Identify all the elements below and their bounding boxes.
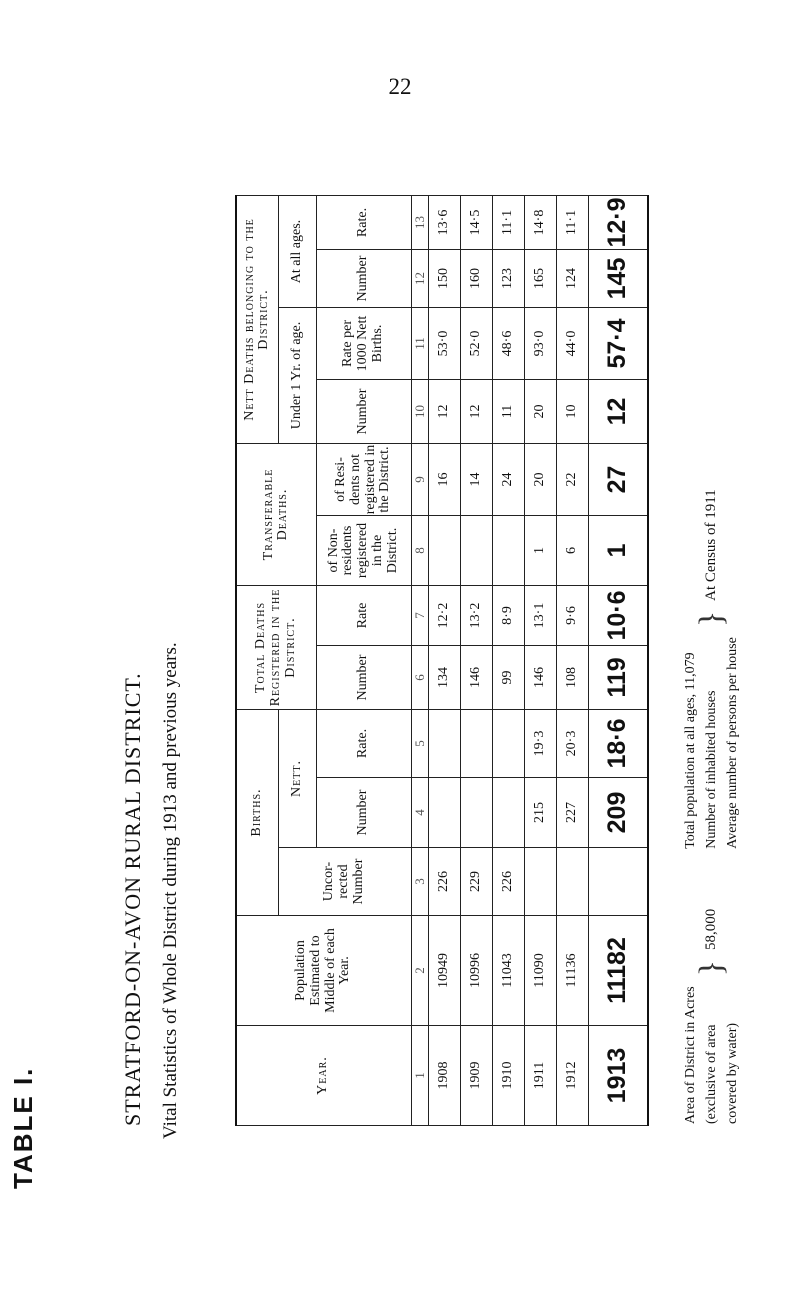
cell-all-number: 165 [524,250,556,308]
header-infant-number: Number [316,380,411,444]
cell-nett-rate: 20·3 [556,710,588,778]
population-line: Total population at all ages, 11,079 [683,652,698,849]
col-number: 7 [411,586,428,646]
cell-nett-number [460,778,492,848]
cell-infant-rate: 48·6 [492,308,524,380]
column-number-row [411,196,428,1126]
header-deaths-rate: Rate [316,586,411,646]
cell-non-res [492,516,524,586]
cell-year: 1912 [556,1026,588,1126]
header-infant-rate: Rate per 1000 Nett Births. [316,308,411,380]
cell-deaths-number: 99 [492,646,524,710]
col-number: 13 [411,196,428,250]
cell-all-rate: 13·6 [428,196,460,250]
cell-all-number: 123 [492,250,524,308]
col-number: 11 [411,308,428,380]
col-number: 4 [411,778,428,848]
cell-infant-rate: 44·0 [556,308,588,380]
header-all-ages: At all ages. [278,196,316,308]
header-residents: of Resi-dents not registered in the District. [316,444,411,516]
cell-deaths-number: 146 [460,646,492,710]
cell-uncorrected: 226 [492,848,524,916]
cell-all-rate: 11·1 [492,196,524,250]
header-all-number: Number [316,250,411,308]
cell-nett-rate [428,710,460,778]
cell-population: 10949 [428,916,460,1026]
col-number: 6 [411,646,428,710]
col-number: 2 [411,916,428,1026]
cell-population: 11182 [588,916,648,1026]
cell-infant-rate: 52·0 [460,308,492,380]
page-number: 22 [388,74,412,99]
cell-nett-rate [492,710,524,778]
header-births-number: Number [316,778,411,848]
header-total-deaths: Total Deaths Registered in the District. [236,586,316,710]
cell-non-res: 6 [556,516,588,586]
header-under-1: Under 1 Yr. of age. [278,308,316,444]
col-number: 9 [411,444,428,516]
cell-infant-rate: 57·4 [588,308,648,380]
header-uncorrected: Uncor-rected Number [278,848,411,916]
table-subtitle: Vital Statistics of Whole District during 1913 and previous years. [160,642,181,1139]
vital-statistics-table [235,195,649,1126]
col-number: 12 [411,250,428,308]
cell-deaths-rate: 13·1 [524,586,556,646]
area-value: 58,000 [703,908,719,951]
cell-deaths-number: 146 [524,646,556,710]
cell-year: 1911 [524,1026,556,1126]
cell-uncorrected [588,848,648,916]
cell-population: 10996 [460,916,492,1026]
cell-year: 1913 [588,1026,648,1126]
cell-year: 1909 [460,1026,492,1126]
header-deaths-number: Number [316,646,411,710]
cell-res: 14 [460,444,492,516]
cell-nett-rate: 19·3 [524,710,556,778]
cell-res: 27 [588,444,648,516]
cell-res: 20 [524,444,556,516]
footer-row [680,24,743,1124]
cell-year: 1908 [428,1026,460,1126]
col-number: 10 [411,380,428,444]
cell-deaths-number: 134 [428,646,460,710]
cell-deaths-rate: 12·2 [428,586,460,646]
cell-non-res [428,516,460,586]
cell-population: 11136 [556,916,588,1026]
area-line: (exclusive of area [704,1024,719,1124]
table-row [428,196,460,1126]
cell-deaths-rate: 9·6 [556,586,588,646]
cell-non-res: 1 [588,516,648,586]
cell-all-number: 145 [588,250,648,308]
area-line: Area of District in Acres [683,986,698,1124]
header-births-rate: Rate. [316,710,411,778]
population-label [680,637,743,849]
cell-all-rate: 14·5 [460,196,492,250]
table-row [492,196,524,1126]
cell-infant-rate: 93·0 [524,308,556,380]
census-label: At Census of 1911 [703,489,719,601]
footer [680,24,743,1124]
col-number: 3 [411,848,428,916]
population-line: Average number of persons per house [725,637,740,849]
header-non-residents: of Non-residents registered in the District. [316,516,411,586]
cell-nett-number: 227 [556,778,588,848]
header-population: Population Estimated to Middle of each Year. [236,916,411,1026]
cell-population: 11043 [492,916,524,1026]
cell-infant-number: 12 [428,380,460,444]
col-number: 5 [411,710,428,778]
cell-infant-rate: 53·0 [428,308,460,380]
cell-all-rate: 14·8 [524,196,556,250]
cell-year: 1910 [492,1026,524,1126]
header-births: Births. [236,710,278,916]
cell-infant-number: 12 [460,380,492,444]
header-all-rate: Rate. [316,196,411,250]
table-title: STRATFORD-ON-AVON RURAL DISTRICT. [120,672,145,1126]
header-nett: Nett. [278,710,316,848]
cell-deaths-rate: 10·6 [588,586,648,646]
brace-icon: } [692,610,730,628]
cell-uncorrected [556,848,588,916]
brace-icon: } [692,960,730,977]
cell-nett-number: 209 [588,778,648,848]
table-label: TABLE I. [8,1066,38,1189]
cell-all-rate: 11·1 [556,196,588,250]
cell-non-res: 1 [524,516,556,586]
cell-uncorrected: 226 [428,848,460,916]
header-year: Year. [236,1026,411,1126]
cell-all-number: 150 [428,250,460,308]
area-label [680,986,743,1124]
cell-deaths-rate: 8·9 [492,586,524,646]
cell-nett-number [428,778,460,848]
cell-nett-number [492,778,524,848]
cell-deaths-number: 119 [588,646,648,710]
cell-nett-number: 215 [524,778,556,848]
cell-uncorrected: 229 [460,848,492,916]
cell-all-number: 124 [556,250,588,308]
cell-nett-rate [460,710,492,778]
cell-deaths-number: 108 [556,646,588,710]
cell-res: 22 [556,444,588,516]
table-row [588,196,648,1126]
cell-non-res [460,516,492,586]
area-line: covered by water) [725,1022,740,1124]
cell-deaths-rate: 13·2 [460,586,492,646]
header-nett-deaths: Nett Deaths belonging to the District. [236,196,278,444]
cell-infant-number: 20 [524,380,556,444]
cell-population: 11090 [524,916,556,1026]
cell-infant-number: 10 [556,380,588,444]
cell-res: 16 [428,444,460,516]
cell-uncorrected [524,848,556,916]
cell-infant-number: 12 [588,380,648,444]
population-line: Number of inhabited houses [704,690,719,849]
cell-infant-number: 11 [492,380,524,444]
header-transferable-deaths: Transferable Deaths. [236,444,316,586]
col-number: 1 [411,1026,428,1126]
cell-all-rate: 12·9 [588,196,648,250]
table-row [524,196,556,1126]
cell-nett-rate: 18·6 [588,710,648,778]
table-row [460,196,492,1126]
table-row [556,196,588,1126]
col-number: 8 [411,516,428,586]
cell-res: 24 [492,444,524,516]
cell-all-number: 160 [460,250,492,308]
